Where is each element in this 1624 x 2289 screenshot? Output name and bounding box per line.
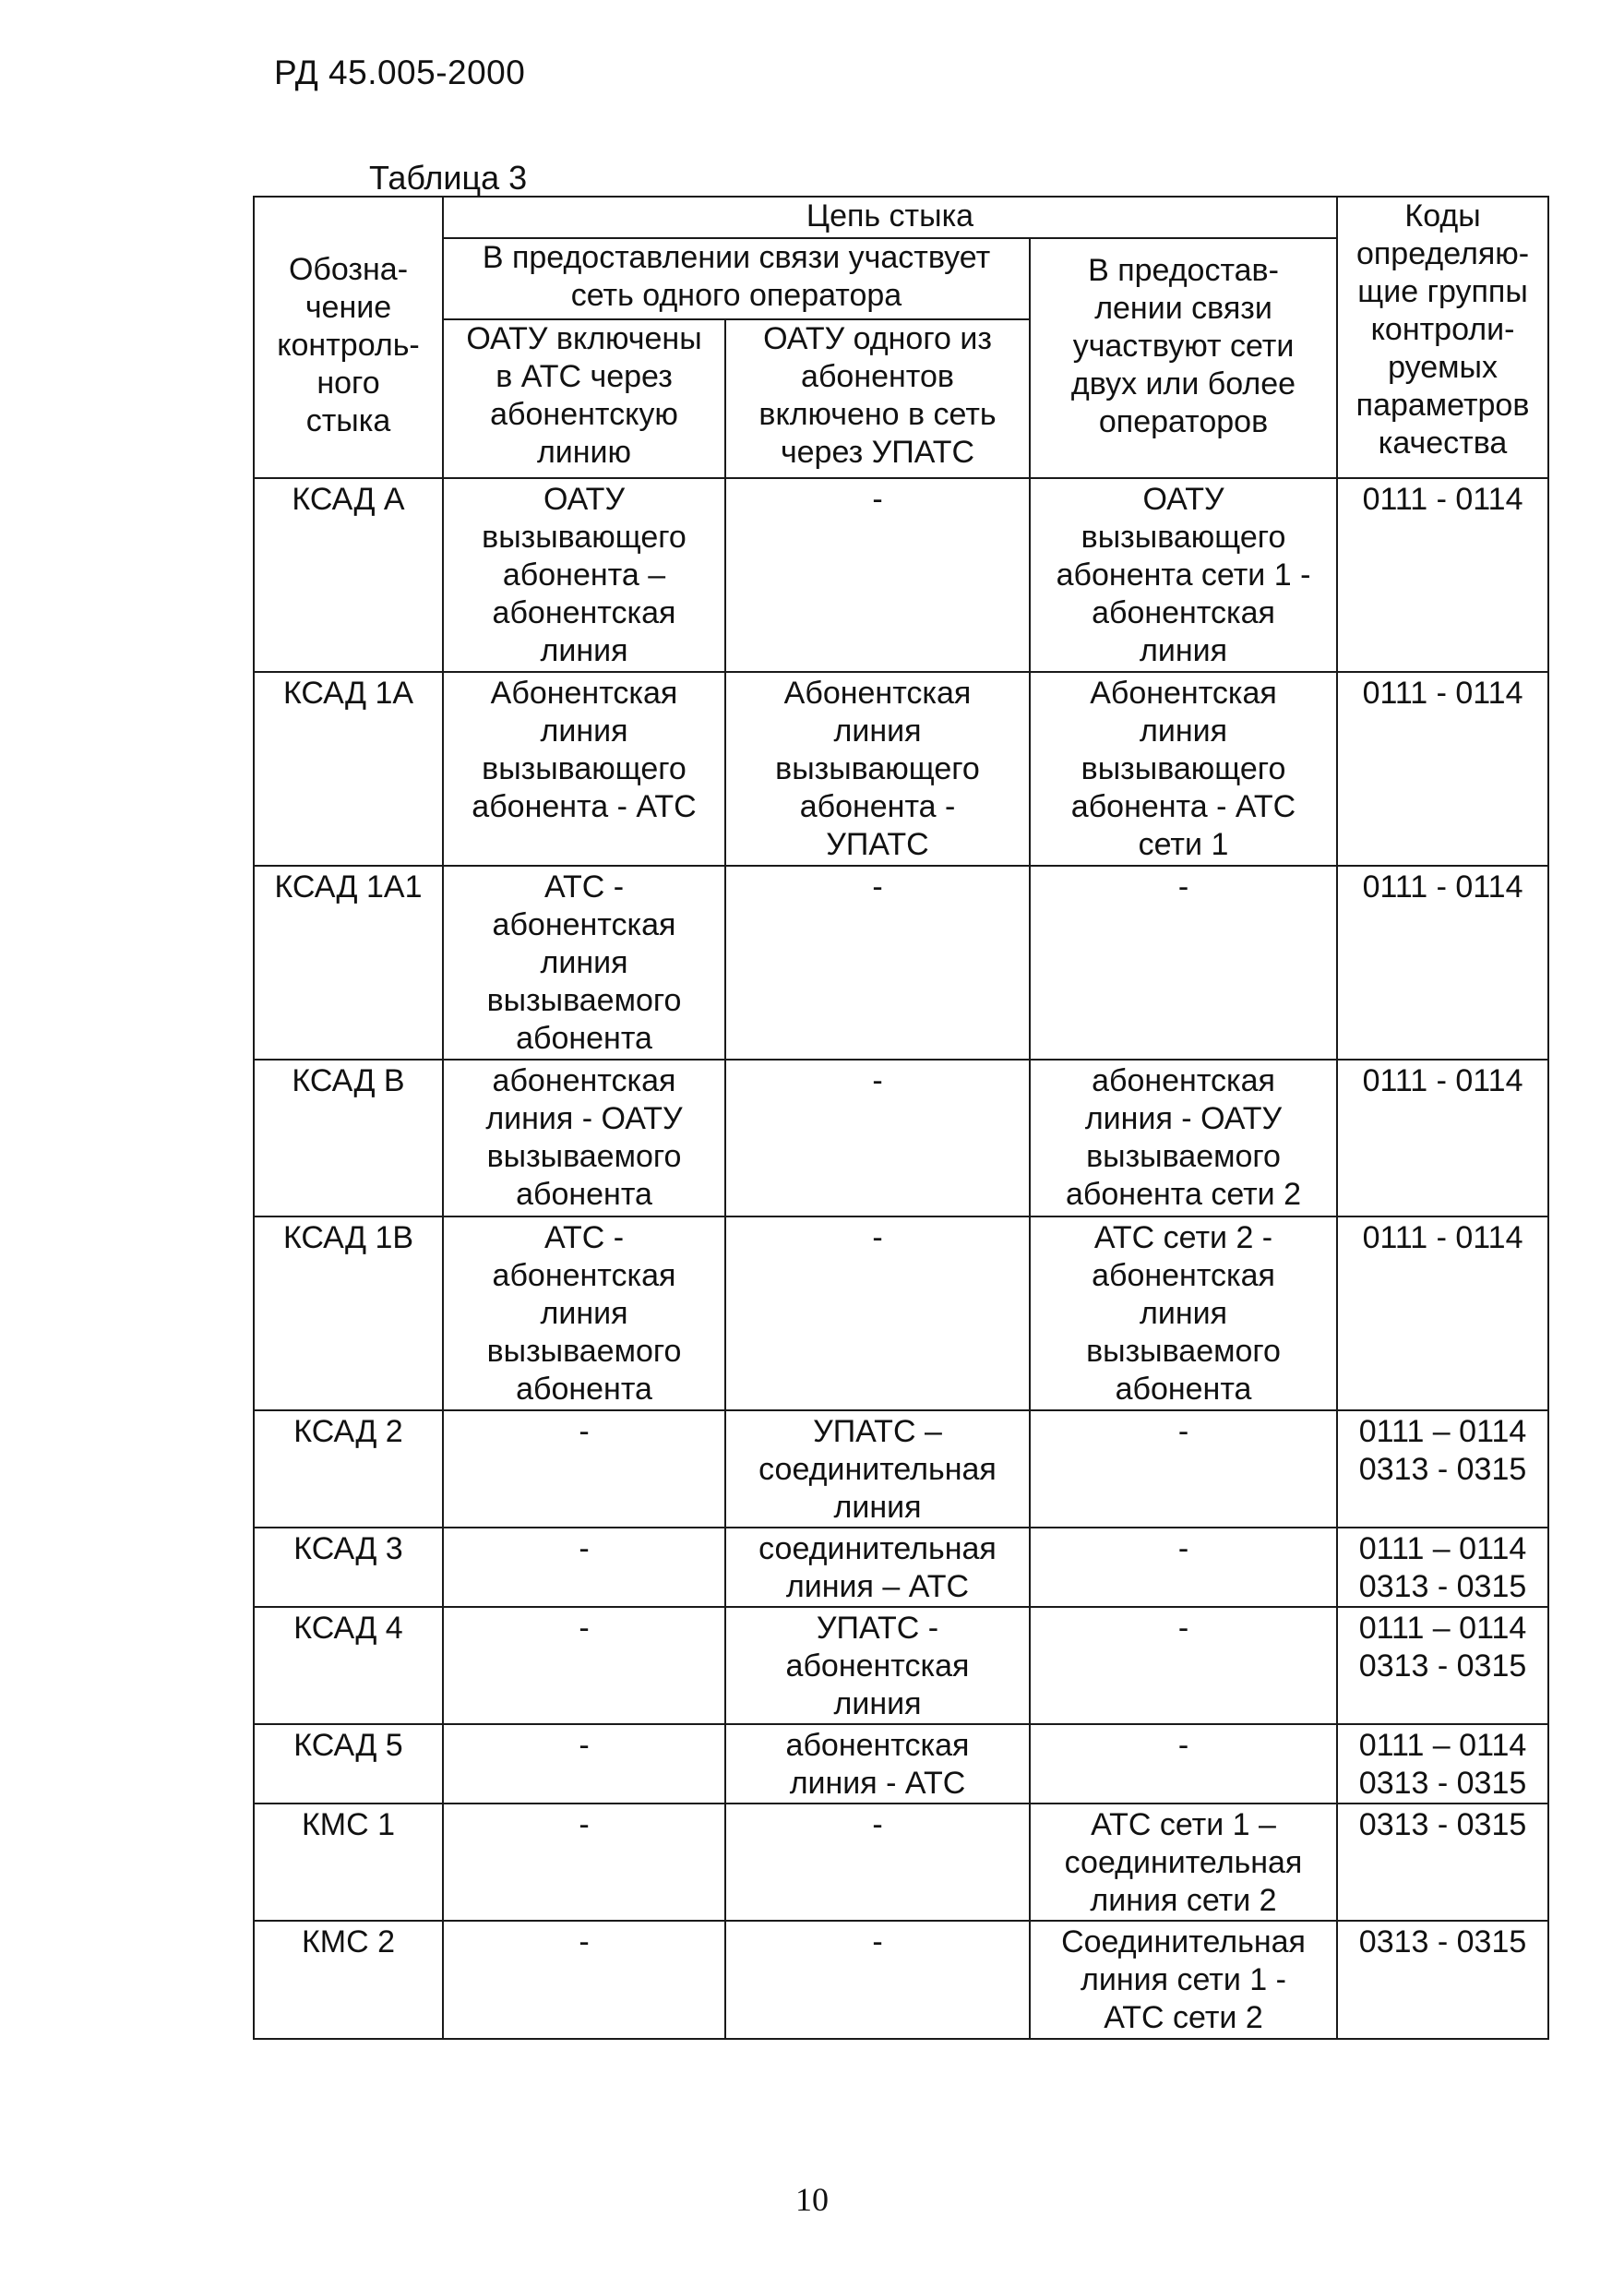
table-row <box>254 1804 1548 1921</box>
cell-text-line: - <box>579 1414 590 1449</box>
cell-text-line: линия сети 1 - <box>1081 1962 1286 1997</box>
cell-text-line: КСАД 3 <box>293 1531 403 1566</box>
cell-text-line: абонентов <box>801 359 954 394</box>
multi-operator-cell <box>1030 1216 1337 1410</box>
cell-text-line: ОАТУ включены <box>466 321 702 356</box>
cell-text-line: 0111 - 0114 <box>1362 482 1523 517</box>
cell-text-line: операторов <box>1098 404 1269 439</box>
interface-designation-cell <box>254 1804 443 1921</box>
cell-text-line: абонента сети 2 <box>1066 1177 1302 1212</box>
quality-codes-cell <box>1337 1921 1548 2039</box>
single-operator-atc-cell <box>443 866 725 1060</box>
header-quality-codes <box>1337 197 1548 478</box>
cell-text-line: абонента сети 1 - <box>1056 557 1311 593</box>
cell-text-line: 0111 – 0114 <box>1358 1531 1527 1566</box>
cell-text-line: абонента - АТС <box>1070 789 1296 824</box>
cell-text-line: сети 1 <box>1138 827 1229 862</box>
cell-text-line: соединительная <box>758 1452 997 1487</box>
cell-text-line: линия <box>833 1490 922 1525</box>
quality-codes-cell <box>1337 1216 1548 1410</box>
table-row <box>254 1528 1548 1607</box>
quality-codes-cell <box>1337 672 1548 866</box>
cell-text-line: АТС сети 2 - <box>1093 1220 1273 1255</box>
multi-operator-cell <box>1030 866 1337 1060</box>
cell-text-line: абонентская <box>785 1728 970 1763</box>
interface-designation-cell <box>254 1410 443 1528</box>
cell-text-line: абонента - АТС <box>472 789 697 824</box>
quality-codes-cell <box>1337 1607 1548 1724</box>
interface-designation-cell <box>254 866 443 1060</box>
interface-designation-cell <box>254 1060 443 1216</box>
cell-text-line: абонентская <box>1092 1258 1275 1293</box>
cell-text-line: линия <box>540 945 628 980</box>
cell-text-line: вызывающего <box>775 751 980 786</box>
cell-text-line: абонента <box>516 1021 652 1056</box>
table-row <box>254 866 1548 1060</box>
interface-designation-cell <box>254 1528 443 1607</box>
cell-text-line: включено в сеть <box>758 397 997 432</box>
cell-text-line: линия <box>833 1686 922 1721</box>
cell-text-line: соединительная <box>1064 1845 1303 1880</box>
single-operator-atc-cell <box>443 672 725 866</box>
document-code: РД 45.005-2000 <box>274 54 526 91</box>
cell-text-line: 0111 – 0114 <box>1358 1611 1527 1646</box>
single-operator-atc-cell <box>443 1921 725 2039</box>
multi-operator-cell <box>1030 1607 1337 1724</box>
header-single-operator <box>443 238 1030 319</box>
cell-text-line: вызывающего <box>482 520 687 555</box>
cell-text-line: КСАД 2 <box>293 1414 403 1449</box>
single-operator-atc-cell <box>443 1060 725 1216</box>
cell-text-line: - <box>872 1807 883 1842</box>
quality-codes-cell <box>1337 1724 1548 1804</box>
cell-text-line: руемых <box>1388 350 1498 385</box>
cell-text-line: Абонентская <box>490 676 678 711</box>
cell-text-line: вызываемого <box>1086 1334 1281 1369</box>
cell-text-line: абонента - <box>799 789 956 824</box>
cell-text-line: - <box>872 1063 883 1098</box>
cell-text-line: вызываемого <box>486 983 682 1018</box>
cell-text-line: - <box>579 1728 590 1763</box>
header-multiple-operators <box>1030 238 1337 478</box>
cell-text-line: ОАТУ <box>543 482 626 517</box>
cell-text-line: 0111 - 0114 <box>1362 1220 1523 1255</box>
cell-text-line: - <box>872 869 883 905</box>
cell-text-line: абонентская <box>1092 595 1275 630</box>
cell-text-line: абонента <box>1115 1372 1252 1407</box>
cell-text-line: Абонентская <box>1090 676 1277 711</box>
cell-text-line: Коды <box>1404 198 1481 234</box>
quality-codes-cell <box>1337 478 1548 672</box>
cell-text-line: КСАД 1А <box>282 676 414 711</box>
cell-text-line: качества <box>1378 425 1508 461</box>
cell-text-line: абонентская <box>492 1063 676 1098</box>
multi-operator-cell <box>1030 1804 1337 1921</box>
cell-text-line: линия – АТС <box>785 1569 970 1604</box>
cell-text-line: УПАТС <box>826 827 929 862</box>
cell-text-line: участвуют сети <box>1072 329 1295 364</box>
cell-text-line: контроль- <box>277 328 420 363</box>
single-operator-atc-cell <box>443 1528 725 1607</box>
single-operator-upats-cell <box>725 866 1030 1060</box>
quality-codes-cell <box>1337 1528 1548 1607</box>
single-operator-upats-cell <box>725 1216 1030 1410</box>
cell-text-line: вызывающего <box>482 751 687 786</box>
cell-text-line: чение <box>304 290 392 325</box>
cell-text-line: КМС 2 <box>301 1924 396 1959</box>
cell-text-line: КМС 1 <box>301 1807 396 1842</box>
interface-designation-cell <box>254 1607 443 1724</box>
cell-text-line: ОАТУ <box>1142 482 1224 517</box>
single-operator-upats-cell <box>725 1410 1030 1528</box>
cell-text-line: контроли- <box>1370 312 1515 347</box>
cell-text-line: двух или более <box>1070 366 1296 401</box>
cell-text-line: линия <box>1140 633 1228 668</box>
cell-text-line: линия - ОАТУ <box>485 1101 683 1136</box>
cell-text-line: 0111 - 0114 <box>1362 676 1523 711</box>
interface-designation-cell <box>254 1724 443 1804</box>
cell-text-line: КСАД 1А1 <box>274 869 423 905</box>
cell-text-line: линия <box>540 1296 628 1331</box>
cell-text-line: линия - ОАТУ <box>1084 1101 1283 1136</box>
cell-text-line: в АТС через <box>496 359 673 394</box>
cell-text-line: сеть одного оператора <box>570 278 902 313</box>
table-row <box>254 478 1548 672</box>
cell-text-line: 0313 - 0315 <box>1358 1924 1527 1959</box>
cell-text-line: УПАТС – <box>813 1414 942 1449</box>
cell-text-line: вызывающего <box>1081 751 1286 786</box>
cell-text-line: 0313 - 0315 <box>1358 1452 1527 1487</box>
interface-designation-cell <box>254 1921 443 2039</box>
cell-text-line: - <box>1177 1414 1189 1449</box>
header-oatu-via-atc <box>443 319 725 478</box>
page-number: 10 <box>795 2181 829 2218</box>
cell-text-line: вызывающего <box>1081 520 1286 555</box>
cell-text-line: В предоставлении связи участвует <box>482 240 991 275</box>
cell-text-line: определяю- <box>1355 236 1530 271</box>
cell-text-line: линию <box>536 435 632 470</box>
cell-text-line: абонентская <box>492 595 676 630</box>
cell-text-line: - <box>1177 869 1189 905</box>
single-operator-upats-cell <box>725 1607 1030 1724</box>
cell-text-line: 0111 - 0114 <box>1362 869 1523 905</box>
cell-text-line: через УПАТС <box>780 435 975 470</box>
single-operator-upats-cell <box>725 478 1030 672</box>
cell-text-line: - <box>872 1924 883 1959</box>
cell-text-line: линия <box>833 713 922 749</box>
cell-text-line: абонентская <box>492 1258 676 1293</box>
control-interfaces-table <box>253 196 1549 2040</box>
cell-text-line: абонента <box>516 1372 652 1407</box>
table-row <box>254 1724 1548 1804</box>
single-operator-atc-cell <box>443 1410 725 1528</box>
cell-text-line: линия сети 2 <box>1090 1883 1277 1918</box>
table-row <box>254 1410 1548 1528</box>
cell-text-line: Абонентская <box>783 676 972 711</box>
cell-text-line: - <box>1177 1611 1189 1646</box>
single-operator-upats-cell <box>725 672 1030 866</box>
cell-text-line: АТС - <box>543 869 625 905</box>
cell-text-line: 0313 - 0315 <box>1358 1648 1527 1684</box>
multi-operator-cell <box>1030 1724 1337 1804</box>
table-row <box>254 672 1548 866</box>
cell-text-line: - <box>579 1611 590 1646</box>
cell-text-line: - <box>579 1924 590 1959</box>
cell-text-line: параметров <box>1355 388 1530 423</box>
quality-codes-cell <box>1337 1410 1548 1528</box>
interface-designation-cell <box>254 478 443 672</box>
cell-text-line: - <box>1177 1728 1189 1763</box>
multi-operator-cell <box>1030 1410 1337 1528</box>
multi-operator-cell <box>1030 1921 1337 2039</box>
cell-text-line: линия <box>540 633 628 668</box>
cell-text-line: КСАД В <box>292 1063 405 1098</box>
cell-text-line: вызываемого <box>486 1334 682 1369</box>
cell-text-line: КСАД 4 <box>293 1611 403 1646</box>
cell-text-line: вызываемого <box>486 1139 682 1174</box>
cell-text-line: КСАД А <box>292 482 405 517</box>
cell-text-line: УПАТС - <box>816 1611 939 1646</box>
cell-text-line: ОАТУ одного из <box>763 321 992 356</box>
cell-text-line: 0111 – 0114 <box>1358 1728 1527 1763</box>
header-designation <box>254 197 443 478</box>
cell-text-line: абонентская <box>785 1648 970 1684</box>
interface-designation-cell <box>254 1216 443 1410</box>
cell-text-line: - <box>579 1807 590 1842</box>
single-operator-atc-cell <box>443 478 725 672</box>
cell-text-line: - <box>579 1531 590 1566</box>
cell-text-line: линия - АТС <box>789 1766 966 1801</box>
multi-operator-cell <box>1030 1528 1337 1607</box>
table-row <box>254 1921 1548 2039</box>
cell-text-line: АТС сети 1 – <box>1091 1807 1276 1842</box>
table-caption: Таблица 3 <box>369 159 528 197</box>
cell-text-line: линия <box>540 713 628 749</box>
single-operator-atc-cell <box>443 1724 725 1804</box>
cell-text-line: ного <box>316 366 380 401</box>
single-operator-upats-cell <box>725 1528 1030 1607</box>
single-operator-upats-cell <box>725 1724 1030 1804</box>
quality-codes-cell <box>1337 1804 1548 1921</box>
multi-operator-cell <box>1030 478 1337 672</box>
quality-codes-cell <box>1337 1060 1548 1216</box>
cell-text-line: абонентская <box>1092 1063 1275 1098</box>
cell-text-line: абонентскую <box>490 397 678 432</box>
cell-text-line: Обозна- <box>288 252 409 287</box>
single-operator-upats-cell <box>725 1060 1030 1216</box>
cell-text-line: щие группы <box>1357 274 1528 309</box>
cell-text-line: АТС сети 2 <box>1104 2000 1263 2035</box>
multi-operator-cell <box>1030 1060 1337 1216</box>
single-operator-upats-cell <box>725 1804 1030 1921</box>
header-oatu-via-upats <box>725 319 1030 478</box>
cell-text-line: КСАД 1В <box>282 1220 414 1255</box>
cell-text-line: 0313 - 0315 <box>1358 1766 1527 1801</box>
cell-text-line: линия <box>1140 1296 1228 1331</box>
cell-text-line: стыка <box>305 403 391 438</box>
cell-text-line: абонентская <box>492 907 676 942</box>
quality-codes-cell <box>1337 866 1548 1060</box>
cell-text-line: 0111 - 0114 <box>1362 1063 1523 1098</box>
single-operator-atc-cell <box>443 1607 725 1724</box>
cell-text-line: Соединительная <box>1061 1924 1306 1959</box>
cell-text-line: - <box>1177 1531 1189 1566</box>
single-operator-upats-cell <box>725 1921 1030 2039</box>
cell-text-line: 0313 - 0315 <box>1358 1807 1527 1842</box>
table-row <box>254 1216 1548 1410</box>
header-interface-circuit: Цепь стыка <box>443 197 1337 238</box>
cell-text-line: абонента <box>516 1177 652 1212</box>
cell-text-line: линия <box>1140 713 1228 749</box>
table-row <box>254 1607 1548 1724</box>
cell-text-line: КСАД 5 <box>293 1728 403 1763</box>
interface-designation-cell <box>254 672 443 866</box>
single-operator-atc-cell <box>443 1216 725 1410</box>
table-row <box>254 1060 1548 1216</box>
single-operator-atc-cell <box>443 1804 725 1921</box>
cell-text-line: абонента – <box>502 557 666 593</box>
cell-text-line: соединительная <box>758 1531 997 1566</box>
cell-text-line: АТС - <box>543 1220 625 1255</box>
cell-text-line: вызываемого <box>1086 1139 1281 1174</box>
cell-text-line: - <box>872 482 883 517</box>
cell-text-line: 0111 – 0114 <box>1358 1414 1527 1449</box>
cell-text-line: 0313 - 0315 <box>1358 1569 1527 1604</box>
cell-text-line: - <box>872 1220 883 1255</box>
cell-text-line: лении связи <box>1094 291 1272 326</box>
cell-text-line: В предостав- <box>1088 253 1279 288</box>
multi-operator-cell <box>1030 672 1337 866</box>
